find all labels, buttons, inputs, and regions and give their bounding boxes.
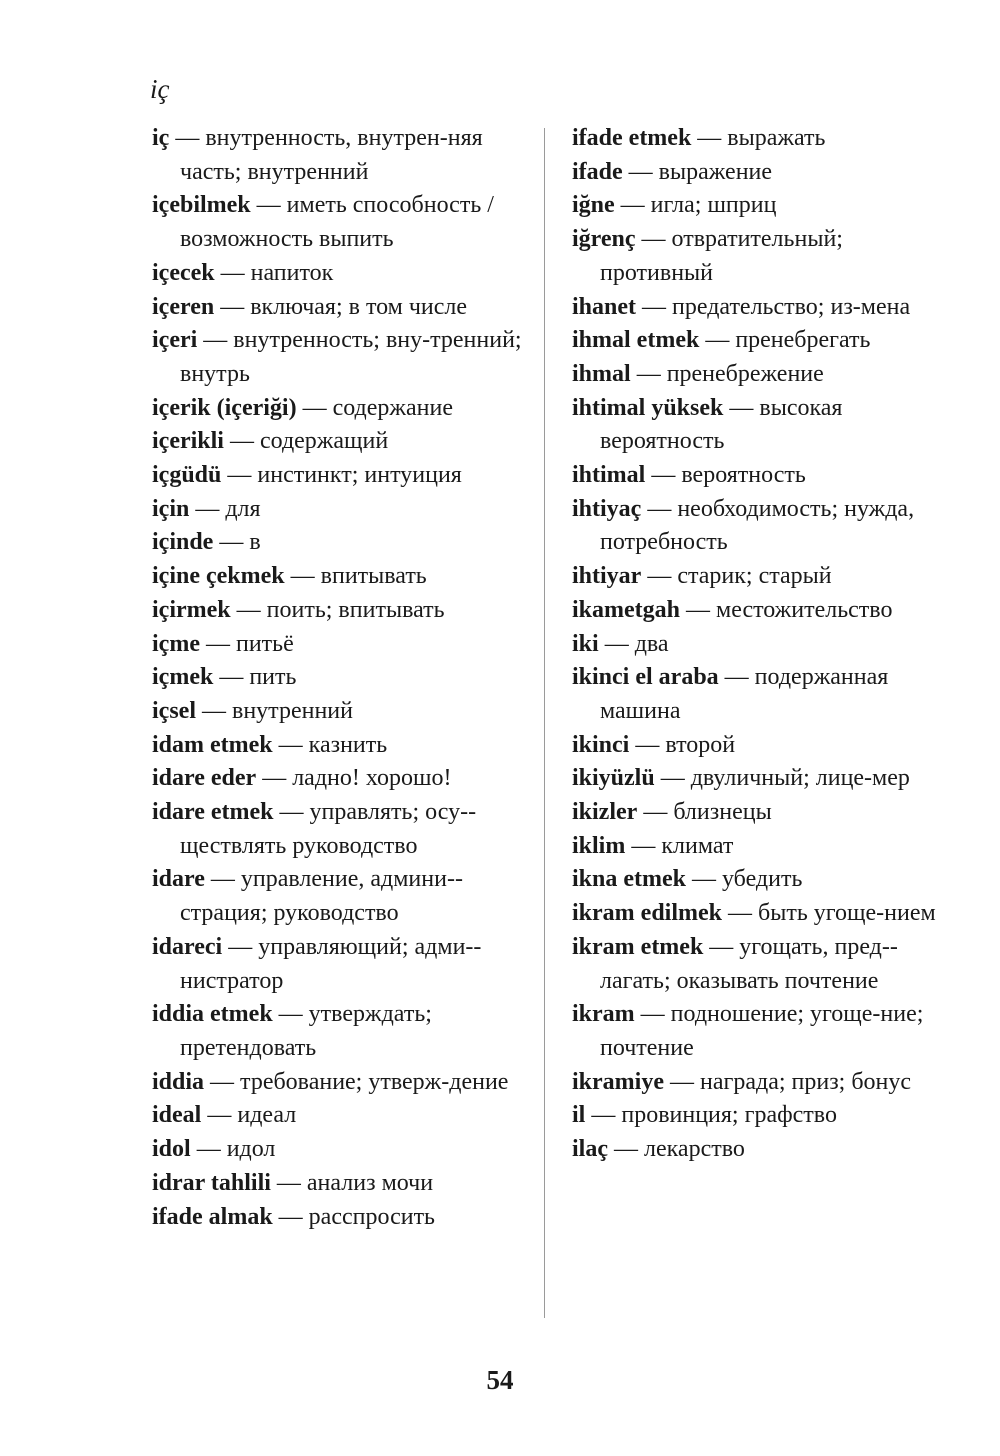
dictionary-entry xyxy=(152,1133,524,1167)
headword: ikramiye xyxy=(572,1068,664,1095)
dash-separator: — xyxy=(637,799,674,826)
translation: содержащий xyxy=(259,428,389,455)
headword: ikiyüzlü xyxy=(572,765,655,792)
dash-separator: — xyxy=(204,866,241,893)
dictionary-entry xyxy=(572,897,944,931)
dash-separator: — xyxy=(718,664,755,691)
headword: içsel xyxy=(152,697,196,724)
headword: iğrenç xyxy=(572,226,636,253)
dictionary-entry xyxy=(572,459,944,493)
translation: инстинкт; интуиция xyxy=(257,462,462,489)
dash-separator: — xyxy=(273,799,310,826)
dictionary-entry xyxy=(572,392,944,459)
translation: отвратительный; противный xyxy=(600,226,843,286)
dictionary-entry xyxy=(152,661,524,695)
dash-separator: — xyxy=(654,765,691,792)
headword: idol xyxy=(152,1136,191,1163)
headword: içeri xyxy=(152,327,198,354)
headword: iddia xyxy=(152,1068,205,1095)
headword: iddia etmek xyxy=(152,1001,273,1028)
dash-separator: — xyxy=(284,563,321,590)
dash-separator: — xyxy=(197,327,234,354)
dash-separator: — xyxy=(272,1001,309,1028)
headword: ilaç xyxy=(572,1136,608,1163)
dash-separator: — xyxy=(663,1068,700,1095)
dash-separator: — xyxy=(703,933,740,960)
headword: ikametgah xyxy=(572,596,680,623)
column-divider xyxy=(544,128,545,1318)
translation: лекарство xyxy=(644,1136,745,1163)
dash-separator: — xyxy=(272,1203,309,1230)
headword: iğne xyxy=(572,192,615,219)
translation: управляющий; адми-нистратор xyxy=(180,933,482,994)
dash-separator: — xyxy=(608,1136,644,1163)
dash-separator: — xyxy=(614,192,651,219)
translation: содержание xyxy=(332,394,453,421)
translation: пренебрегать xyxy=(735,327,871,354)
headword: içerikli xyxy=(152,428,224,455)
headword: içinde xyxy=(152,529,214,556)
translation: второй xyxy=(665,731,736,758)
dash-separator: — xyxy=(230,596,267,623)
dictionary-entry xyxy=(572,1066,944,1100)
headword: idam etmek xyxy=(152,731,273,758)
translation: убедить xyxy=(722,866,803,893)
dash-separator: — xyxy=(636,293,673,320)
dash-separator: — xyxy=(272,731,309,758)
dash-separator: — xyxy=(630,360,667,387)
dictionary-entry xyxy=(572,628,944,662)
dash-separator: — xyxy=(625,832,662,859)
dictionary-entry xyxy=(572,156,944,190)
translation: питьё xyxy=(235,630,294,657)
headword: içecek xyxy=(152,259,215,286)
headword: ikram edilmek xyxy=(572,900,722,927)
headword: iklim xyxy=(572,832,626,859)
left-column xyxy=(152,122,524,1234)
dash-separator: — xyxy=(213,529,250,556)
dash-separator: — xyxy=(189,495,226,522)
dictionary-entry xyxy=(152,291,524,325)
dash-separator: — xyxy=(629,731,666,758)
translation: в xyxy=(249,529,261,556)
headword: idare xyxy=(152,866,205,893)
translation: внутренность, внутрен-няя часть; внутренний xyxy=(180,125,483,185)
translation: утверждать; претендовать xyxy=(180,1001,432,1061)
dictionary-entry xyxy=(152,189,524,256)
translation: для xyxy=(225,495,261,522)
dictionary-entry xyxy=(572,931,944,998)
translation: климат xyxy=(661,832,734,859)
translation: идол xyxy=(226,1136,276,1163)
translation: впитывать xyxy=(320,563,427,590)
translation: вероятность xyxy=(681,462,806,489)
translation: анализ мочи xyxy=(306,1169,434,1196)
dash-separator: — xyxy=(221,462,258,489)
headword: içirmek xyxy=(152,596,231,623)
translation: подношение; угоще-ние; почтение xyxy=(600,1001,924,1061)
headword: içerik (içeriği) xyxy=(152,394,297,421)
headword: ihmal etmek xyxy=(572,327,700,354)
dictionary-entry xyxy=(152,695,524,729)
translation: пренебрежение xyxy=(666,360,824,387)
translation: выражение xyxy=(658,158,773,185)
dash-separator: — xyxy=(270,1169,307,1196)
dash-separator: — xyxy=(680,596,716,623)
translation: быть угоще-нием xyxy=(758,900,936,927)
headword: içme xyxy=(152,630,200,657)
translation: местожительство xyxy=(716,596,893,623)
headword: ikram xyxy=(572,1001,635,1028)
dictionary-entry xyxy=(572,863,944,897)
dictionary-entry xyxy=(152,122,524,189)
translation: внутренний xyxy=(231,697,353,724)
headword: iki xyxy=(572,630,599,657)
dictionary-entry xyxy=(152,324,524,391)
dash-separator: — xyxy=(722,900,758,927)
dash-separator: — xyxy=(585,1102,622,1129)
dictionary-entry xyxy=(572,796,944,830)
dictionary-entry xyxy=(152,526,524,560)
translation: высокая вероятность xyxy=(600,394,843,455)
translation: необходимость; нужда, потребность xyxy=(600,495,915,556)
dash-separator: — xyxy=(214,293,251,320)
dash-separator: — xyxy=(214,259,251,286)
dictionary-entry xyxy=(572,291,944,325)
dash-separator: — xyxy=(641,563,678,590)
dictionary-entry xyxy=(152,257,524,291)
translation: игла; шприц xyxy=(650,192,777,219)
headword: ihtiyaç xyxy=(572,495,642,522)
headword: içgüdü xyxy=(152,462,222,489)
dictionary-entry xyxy=(152,1167,524,1201)
headword: ikinci xyxy=(572,731,630,758)
dictionary-entry xyxy=(152,1066,524,1100)
translation: угощать, пред-лагать; оказывать почтение xyxy=(600,933,898,994)
dictionary-entry xyxy=(572,189,944,223)
dash-separator: — xyxy=(222,933,259,960)
translation: старик; старый xyxy=(677,563,832,590)
dash-separator: — xyxy=(699,327,736,354)
dictionary-entry xyxy=(152,425,524,459)
dash-separator: — xyxy=(641,495,678,522)
headword: için xyxy=(152,495,190,522)
headword: ihanet xyxy=(572,293,637,320)
translation: расспросить xyxy=(308,1203,435,1230)
translation: поить; впитывать xyxy=(266,596,445,623)
dash-separator: — xyxy=(635,226,672,253)
translation: предательство; из-мена xyxy=(672,293,911,320)
dictionary-entry xyxy=(152,762,524,796)
dictionary-entry xyxy=(152,729,524,763)
dash-separator: — xyxy=(223,428,260,455)
dash-separator: — xyxy=(598,630,635,657)
dictionary-entry xyxy=(152,998,524,1065)
translation: близнецы xyxy=(673,799,772,826)
dictionary-entry xyxy=(152,628,524,662)
headword: ifade xyxy=(572,158,623,185)
dash-separator: — xyxy=(195,697,232,724)
dictionary-entry xyxy=(572,729,944,763)
dash-separator: — xyxy=(250,192,287,219)
dictionary-entry xyxy=(152,594,524,628)
headword: idareci xyxy=(152,933,223,960)
dash-separator: — xyxy=(169,125,206,151)
dash-separator: — xyxy=(190,1136,227,1163)
dictionary-entry xyxy=(152,931,524,998)
dictionary-entry xyxy=(152,493,524,527)
page-number: 54 xyxy=(486,1365,514,1395)
dash-separator: — xyxy=(645,462,682,489)
translation: два xyxy=(634,630,669,657)
dictionary-entry xyxy=(572,560,944,594)
dash-separator: — xyxy=(622,158,659,185)
headword: idare eder xyxy=(152,765,257,792)
headword: ikinci el araba xyxy=(572,664,719,691)
headword: içebilmek xyxy=(152,192,251,219)
translation: ладно! хорошо! xyxy=(292,765,452,792)
dash-separator: — xyxy=(296,394,333,421)
dash-separator: — xyxy=(204,1068,241,1095)
dictionary-entry xyxy=(152,459,524,493)
translation: управлять; осу-ществлять руководство xyxy=(180,799,477,859)
translation: подержанная машина xyxy=(600,664,889,724)
dictionary-entry xyxy=(572,1133,944,1167)
headword: ideal xyxy=(152,1102,202,1129)
headword: içmek xyxy=(152,664,214,691)
right-column xyxy=(572,122,944,1167)
headword: içine çekmek xyxy=(152,563,285,590)
translation: награда; приз; бонус xyxy=(699,1068,912,1095)
dictionary-entry xyxy=(572,493,944,560)
translation: пить xyxy=(249,664,297,691)
dash-separator: — xyxy=(199,630,236,657)
translation: включая; в том числе xyxy=(250,293,468,320)
headword: iç xyxy=(152,125,170,151)
dictionary-entry xyxy=(152,863,524,930)
headword: idrar tahlili xyxy=(152,1169,271,1196)
dictionary-entry xyxy=(572,358,944,392)
headword: ihtimal xyxy=(572,462,646,489)
translation: выражать xyxy=(727,125,826,151)
translation: идеал xyxy=(237,1102,297,1129)
dash-separator: — xyxy=(213,664,250,691)
headword: ikram etmek xyxy=(572,933,704,960)
headword: içeren xyxy=(152,293,215,320)
dictionary-entry xyxy=(152,1201,524,1235)
dash-separator: — xyxy=(686,866,722,893)
headword: ihtiyar xyxy=(572,563,642,590)
dictionary-entry xyxy=(152,1099,524,1133)
headword: idare etmek xyxy=(152,799,274,826)
dictionary-entry xyxy=(572,830,944,864)
dash-separator: — xyxy=(691,125,728,151)
headword: ikizler xyxy=(572,799,638,826)
running-head: iç xyxy=(150,74,170,104)
headword: ifade etmek xyxy=(572,125,692,151)
headword: ifade almak xyxy=(152,1203,273,1230)
dash-separator: — xyxy=(634,1001,671,1028)
dash-separator: — xyxy=(256,765,293,792)
headword: il xyxy=(572,1102,586,1129)
dictionary-entry xyxy=(572,594,944,628)
dictionary-entry xyxy=(572,223,944,290)
dictionary-entry xyxy=(152,796,524,863)
headword: ihtimal yüksek xyxy=(572,394,724,421)
translation: управление, админи-страция; руководство xyxy=(180,866,463,927)
translation: двуличный; лице-мер xyxy=(690,765,910,792)
dictionary-entry xyxy=(152,392,524,426)
dash-separator: — xyxy=(723,394,760,421)
translation: казнить xyxy=(308,731,388,758)
dictionary-entry xyxy=(572,762,944,796)
headword: ikna etmek xyxy=(572,866,686,893)
dash-separator: — xyxy=(201,1102,238,1129)
translation: провинция; графство xyxy=(621,1102,837,1129)
dictionary-entry xyxy=(572,998,944,1065)
translation: иметь способность / возможность выпить xyxy=(180,192,494,253)
translation: внутренность; вну-тренний; внутрь xyxy=(180,327,522,387)
dictionary-entry xyxy=(572,661,944,728)
dictionary-entry xyxy=(572,324,944,358)
dictionary-entry xyxy=(152,560,524,594)
translation: напиток xyxy=(250,259,334,286)
dictionary-entry xyxy=(572,122,944,156)
dictionary-entry xyxy=(572,1099,944,1133)
translation: требование; утверж-дение xyxy=(240,1068,509,1095)
headword: ihmal xyxy=(572,360,631,387)
